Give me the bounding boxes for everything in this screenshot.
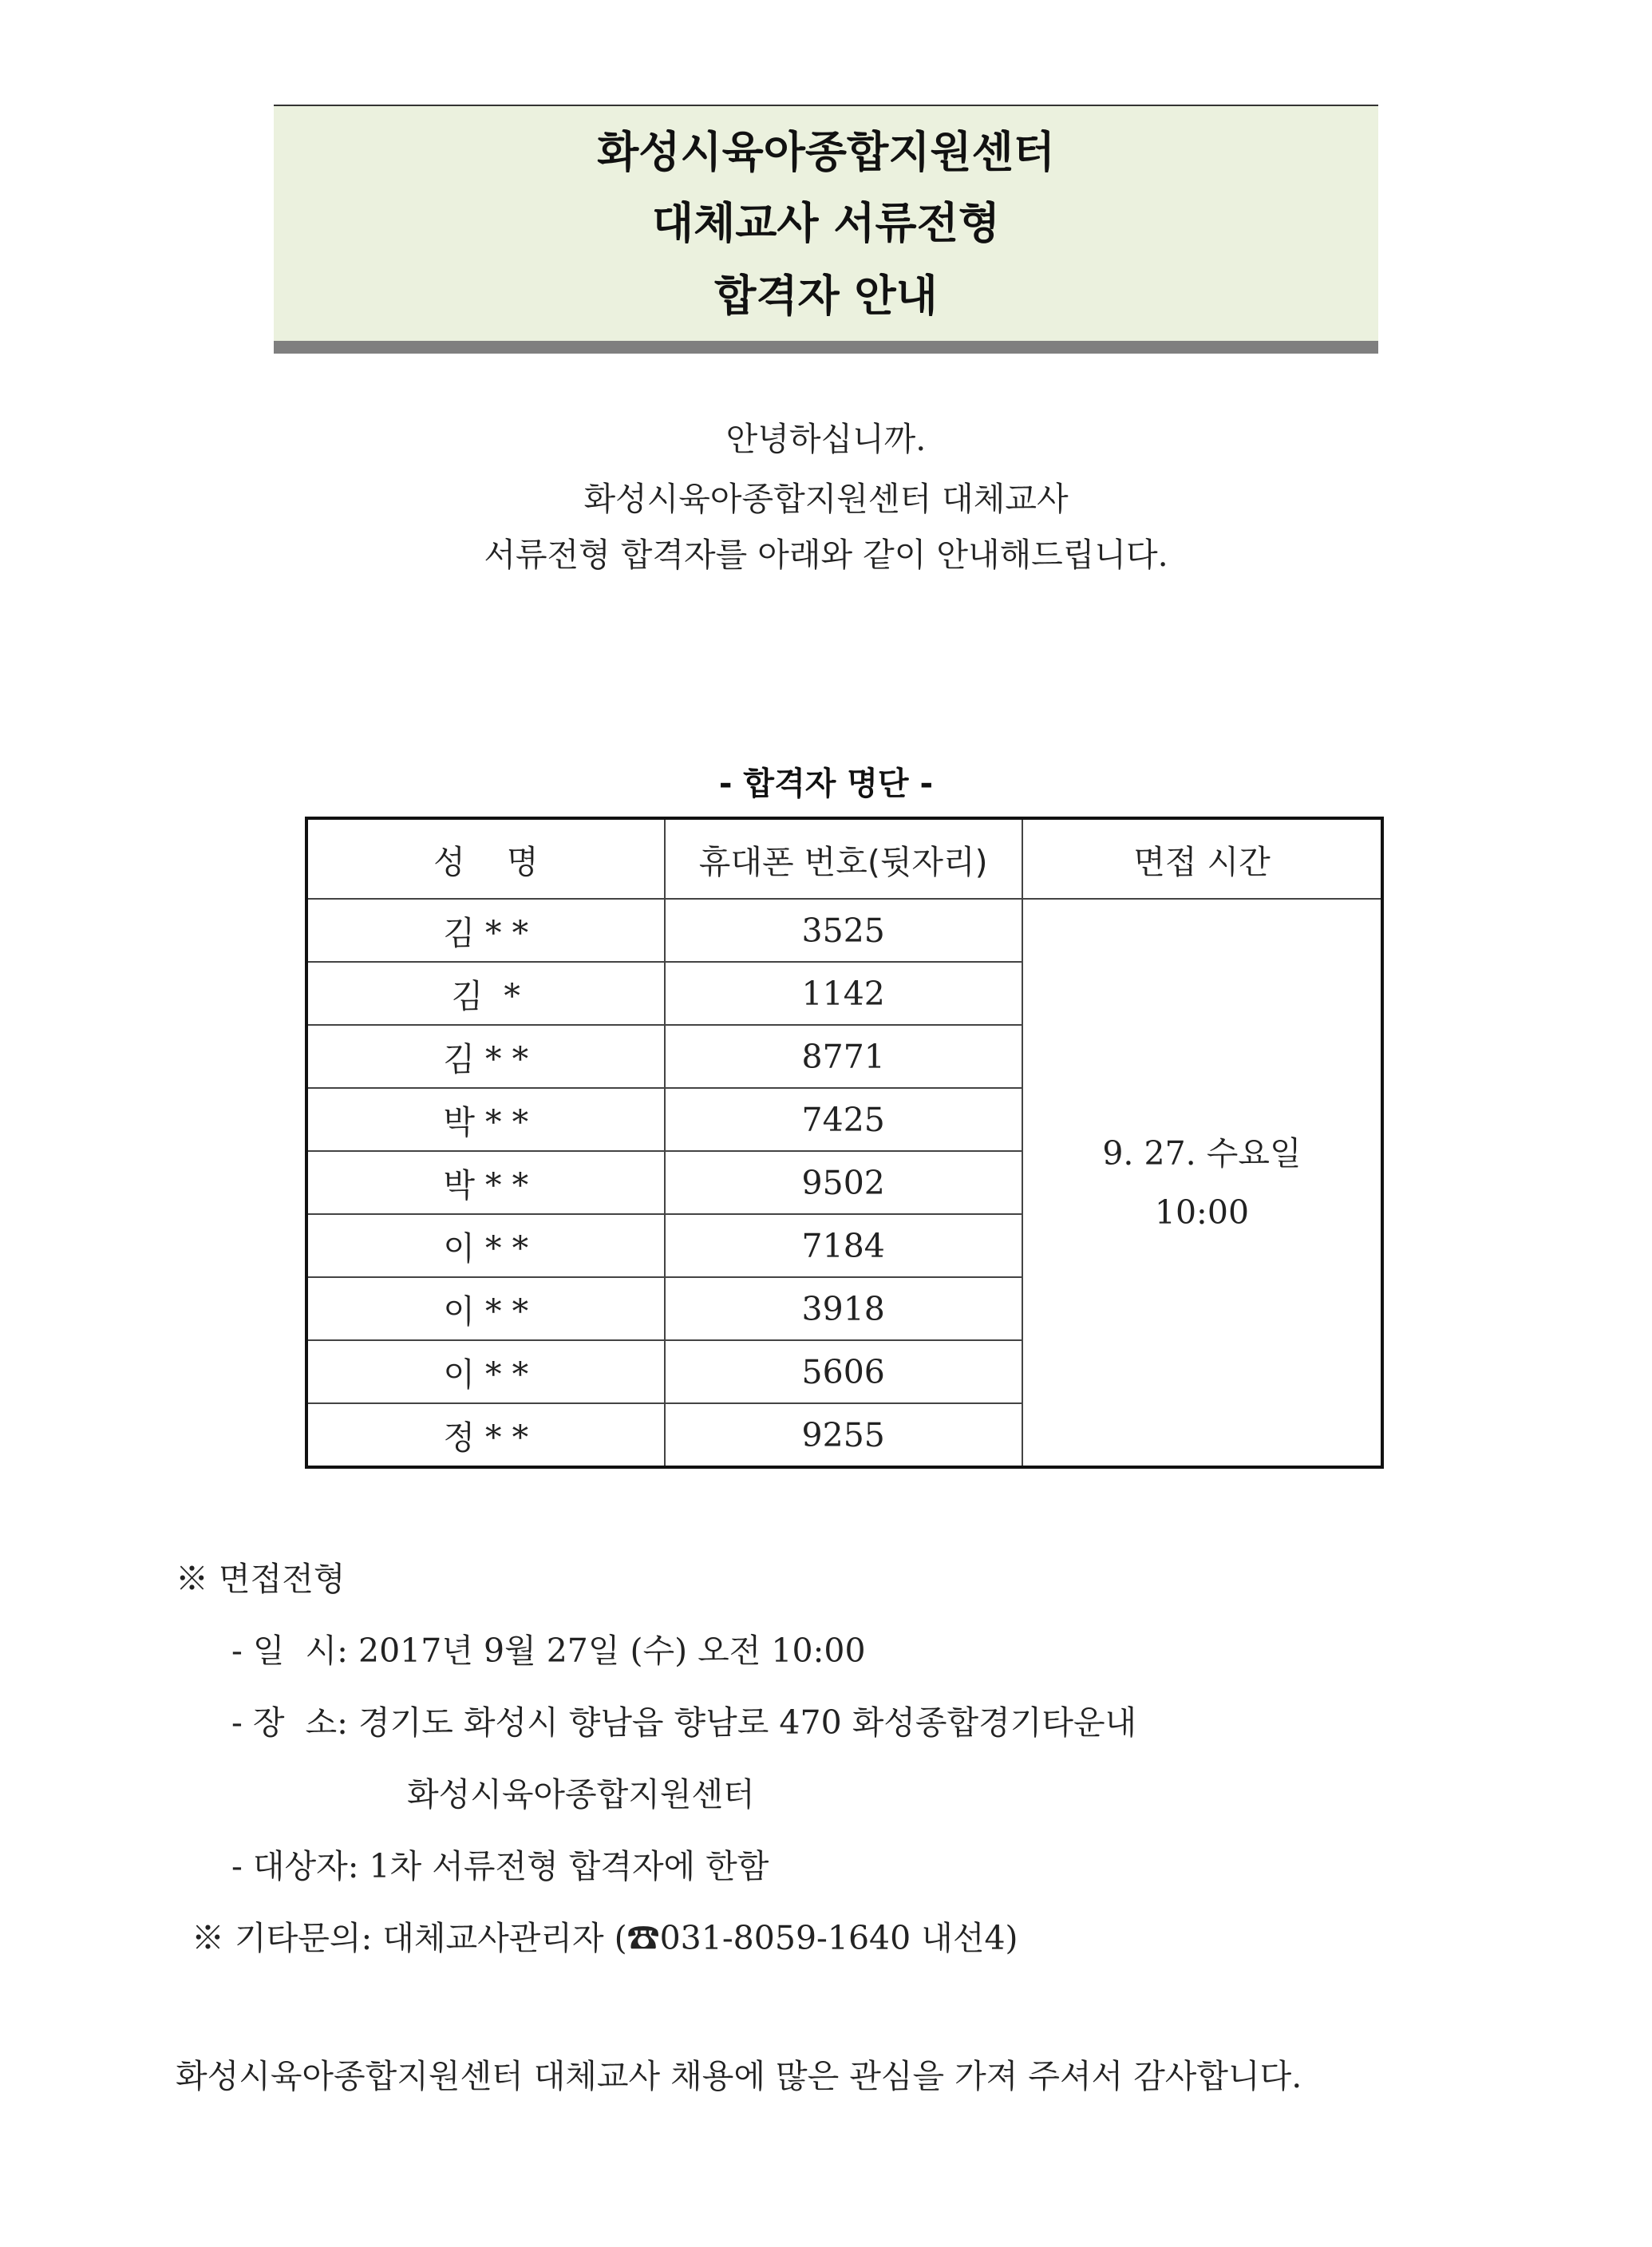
row-name: 이 * * — [306, 1214, 665, 1277]
row-name: 박 * * — [306, 1151, 665, 1214]
table-header-row — [306, 818, 1382, 899]
row-phone: 8771 — [665, 1025, 1022, 1088]
contact-info: ※ 기타문의: 대체교사관리자 (☎031-8059-1640 내선4) — [192, 1919, 1018, 1957]
table-row — [306, 899, 1382, 962]
interview-time-cell — [1022, 899, 1382, 1467]
row-name: 김 * — [306, 962, 665, 1025]
greeting-line-1: 안녕하십니까. — [725, 420, 927, 458]
header-name: 성 명 — [306, 818, 665, 899]
title-underline-bar — [274, 341, 1378, 354]
title-box — [274, 105, 1378, 341]
list-heading: - 합격자 명단 - — [718, 765, 934, 802]
greeting-line-2: 화성시육아종합지원센터 대체교사 — [583, 480, 1069, 518]
interview-datetime: - 일 시: 2017년 9월 27일 (수) 오전 10:00 — [231, 1632, 866, 1670]
row-phone: 5606 — [665, 1340, 1022, 1403]
interview-time: 10:00 — [1154, 1193, 1250, 1232]
row-phone: 7425 — [665, 1088, 1022, 1151]
roster-table — [305, 817, 1384, 1469]
interview-date: 9. 27. 수요일 — [1102, 1133, 1302, 1173]
interview-heading: ※ 면접전형 — [176, 1560, 346, 1598]
header-interview-time: 면접 시간 — [1022, 818, 1382, 899]
row-name: 이 * * — [306, 1340, 665, 1403]
row-phone: 9502 — [665, 1151, 1022, 1214]
row-name: 박 * * — [306, 1088, 665, 1151]
title-line-1: 화성시육아종합지원센터 — [597, 127, 1055, 177]
title-line-3: 합격자 안내 — [714, 271, 938, 321]
header-phone: 휴대폰 번호(뒷자리) — [665, 818, 1022, 899]
row-phone: 1142 — [665, 962, 1022, 1025]
row-name: 이 * * — [306, 1277, 665, 1340]
closing-message: 화성시육아종합지원센터 대체교사 채용에 많은 관심을 가져 주셔서 감사합니다. — [176, 2057, 1302, 2095]
row-name: 김 * * — [306, 1025, 665, 1088]
row-phone: 3918 — [665, 1277, 1022, 1340]
row-name: 정 * * — [306, 1403, 665, 1467]
greeting-line-3: 서류전형 합격자를 아래와 같이 안내해드립니다. — [484, 536, 1168, 574]
row-name: 김 * * — [306, 899, 665, 962]
row-phone: 7184 — [665, 1214, 1022, 1277]
interview-place: - 장 소: 경기도 화성시 향남읍 향남로 470 화성종합경기타운내 — [231, 1703, 1137, 1742]
interview-place-continued: 화성시육아종합지원센터 — [407, 1775, 755, 1814]
title-line-2: 대체교사 서류전형 — [651, 198, 1001, 248]
interview-target: - 대상자: 1차 서류전형 합격자에 한함 — [231, 1847, 769, 1885]
row-phone: 9255 — [665, 1403, 1022, 1467]
row-phone: 3525 — [665, 899, 1022, 962]
